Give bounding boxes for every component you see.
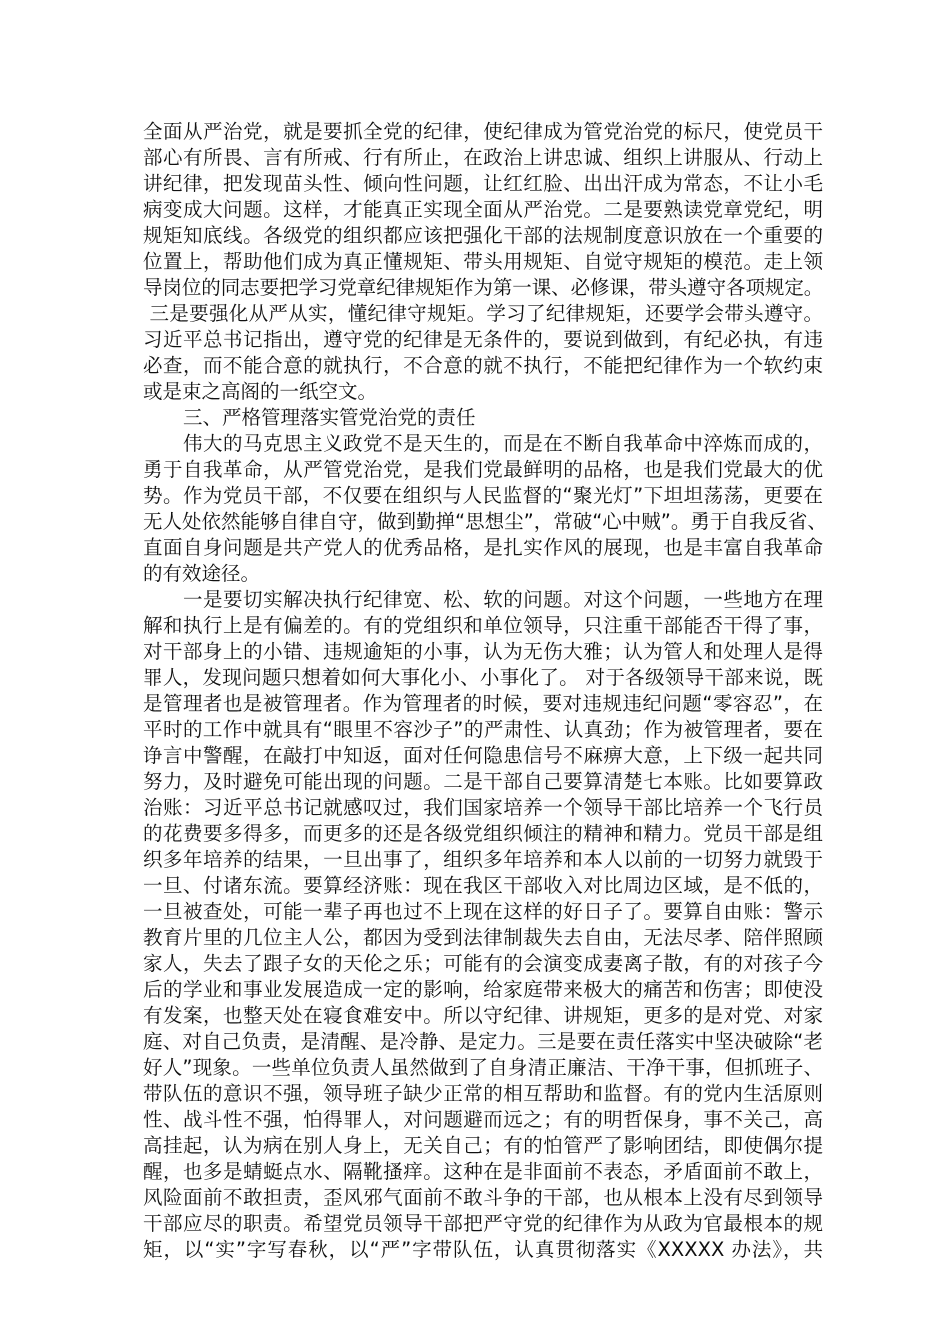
text-line: 三是要强化从严从实，懂纪律守规矩。学习了纪律规矩，还要学会带头遵守。 (143, 302, 823, 325)
text-line: 好人”现象。一些单位负责人虽然做到了自身清正廉洁、干净干事，但抓班子、 (143, 1056, 823, 1079)
text-line: 病变成大问题。这样，才能真正实现全面从严治党。二是要熟读党章党纪，明 (143, 198, 823, 221)
text-line: 醒，也多是蜻蜓点水、隔靴搔痒。这种在是非面前不表态，矛盾面前不敢上， (143, 1160, 823, 1183)
text-line: 一旦被查处，可能一辈子再也过不上现在这样的好日子了。要算自由账：警示 (143, 900, 823, 923)
text-line: 平时的工作中就具有“眼里不容沙子”的严肃性、认真劲；作为被管理者，要在 (143, 718, 823, 741)
text-line: 或是束之高阁的一纸空文。 (143, 380, 378, 403)
text-line: 罪人，发现问题只想着如何大事化小、小事化了。 对于各级领导干部来说，既 (143, 666, 823, 689)
text-line: 部心有所畏、言有所戒、行有所止，在政治上讲忠诚、组织上讲服从、行动上 (143, 146, 823, 169)
text-line: 干部应尽的职责。希望党员领导干部把严守党的纪律作为从政为官最根本的规 (143, 1212, 823, 1235)
text-line: 带队伍的意识不强，领导班子缺少正常的相互帮助和监督。有的党内生活原则 (143, 1082, 823, 1105)
text-line: 风险面前不敢担责，歪风邪气面前不敢斗争的干部，也从根本上没有尽到领导 (143, 1186, 823, 1209)
text-line: 直面自身问题是共产党人的优秀品格，是扎实作风的展现，也是丰富自我革命 (143, 536, 823, 559)
text-line: 导岗位的同志要把学习党章纪律规矩作为第一课、必修课，带头遵守各项规定。 (143, 276, 823, 299)
text-line: 治账：习近平总书记就感叹过，我们国家培养一个领导干部比培养一个飞行员 (143, 796, 823, 819)
text-line: 高挂起，认为病在别人身上，无关自己；有的怕管严了影响团结，即使偶尔提 (143, 1134, 823, 1157)
text-line: 解和执行上是有偏差的。有的党组织和单位领导，只注重干部能否干得了事， (143, 614, 823, 637)
text-line: 位置上，帮助他们成为真正懂规矩、带头用规矩、自觉守规矩的模范。走上领 (143, 250, 823, 273)
text-line: 的花费要多得多，而更多的还是各级党组织倾注的精神和精力。党员干部是组 (143, 822, 823, 845)
text-line: 勇于自我革命，从严管党治党，是我们党最鲜明的品格，也是我们党最大的优 (143, 458, 823, 481)
section-heading: 三、严格管理落实管党治党的责任 (183, 406, 476, 429)
text-line: 习近平总书记指出，遵守党的纪律是无条件的，要说到做到，有纪必执，有违 (143, 328, 823, 351)
text-line: 无人处依然能够自律自守，做到勤掸“思想尘”，常破“心中贼”。勇于自我反省、 (143, 510, 827, 533)
text-line: 势。作为党员干部，不仅要在组织与人民监督的“聚光灯”下坦坦荡荡，更要在 (143, 484, 823, 507)
text-line: 教育片里的几位主人公，都因为受到法律制裁失去自由，无法尽孝、陪伴照顾 (143, 926, 823, 949)
document-body (143, 119, 827, 1263)
text-line: 织多年培养的结果，一旦出事了，组织多年培养和本人以前的一切努力就毁于 (143, 848, 823, 871)
text-line: 的有效途径。 (143, 562, 261, 585)
text-line: 后的学业和事业发展造成一定的影响，给家庭带来极大的痛苦和伤害；即使没 (143, 978, 823, 1001)
text-line: 伟大的马克思主义政党不是天生的，而是在不断自我革命中淬炼而成的， (183, 432, 823, 455)
text-line: 矩，以“实”字写春秋，以“严”字带队伍，认真贯彻落实《XXXXX 办法》，共 (143, 1238, 823, 1261)
text-line: 努力，及时避免可能出现的问题。二是干部自己要算清楚七本账。比如要算政 (143, 770, 823, 793)
text-line: 家人，失去了跟子女的天伦之乐；可能有的会演变成妻离子散，有的对孩子今 (143, 952, 823, 975)
text-line: 庭、对自己负责，是清醒、是冷静、是定力。三是要在责任落实中坚决破除“老 (143, 1030, 823, 1053)
text-line: 诤言中警醒，在敲打中知返，面对任何隐患信号不麻痹大意，上下级一起共同 (143, 744, 823, 767)
text-line: 全面从严治党，就是要抓全党的纪律，使纪律成为管党治党的标尺，使党员干 (143, 120, 823, 143)
text-line: 一旦、付诸东流。要算经济账：现在我区干部收入对比周边区域，是不低的， (143, 874, 823, 897)
text-line: 一是要切实解决执行纪律宽、松、软的问题。对这个问题，一些地方在理 (183, 588, 823, 611)
text-line: 是管理者也是被管理者。作为管理者的时候，要对违规违纪问题“零容忍”，在 (143, 692, 823, 715)
text-line: 讲纪律，把发现苗头性、倾向性问题，让红红脸、出出汗成为常态，不让小毛 (143, 172, 823, 195)
text-line: 规矩知底线。各级党的组织都应该把强化干部的法规制度意识放在一个重要的 (143, 224, 823, 247)
text-line: 必查，而不能合意的就执行，不合意的就不执行，不能把纪律作为一个软约束 (143, 354, 823, 377)
text-line: 有发案，也整天处在寝食难安中。所以守纪律、讲规矩，更多的是对党、对家 (143, 1004, 823, 1027)
text-line: 对干部身上的小错、违规逾矩的小事，认为无伤大雅；认为管人和处理人是得 (143, 640, 823, 663)
text-line: 性、战斗性不强，怕得罪人，对问题避而远之；有的明哲保身，事不关己，高 (143, 1108, 823, 1131)
